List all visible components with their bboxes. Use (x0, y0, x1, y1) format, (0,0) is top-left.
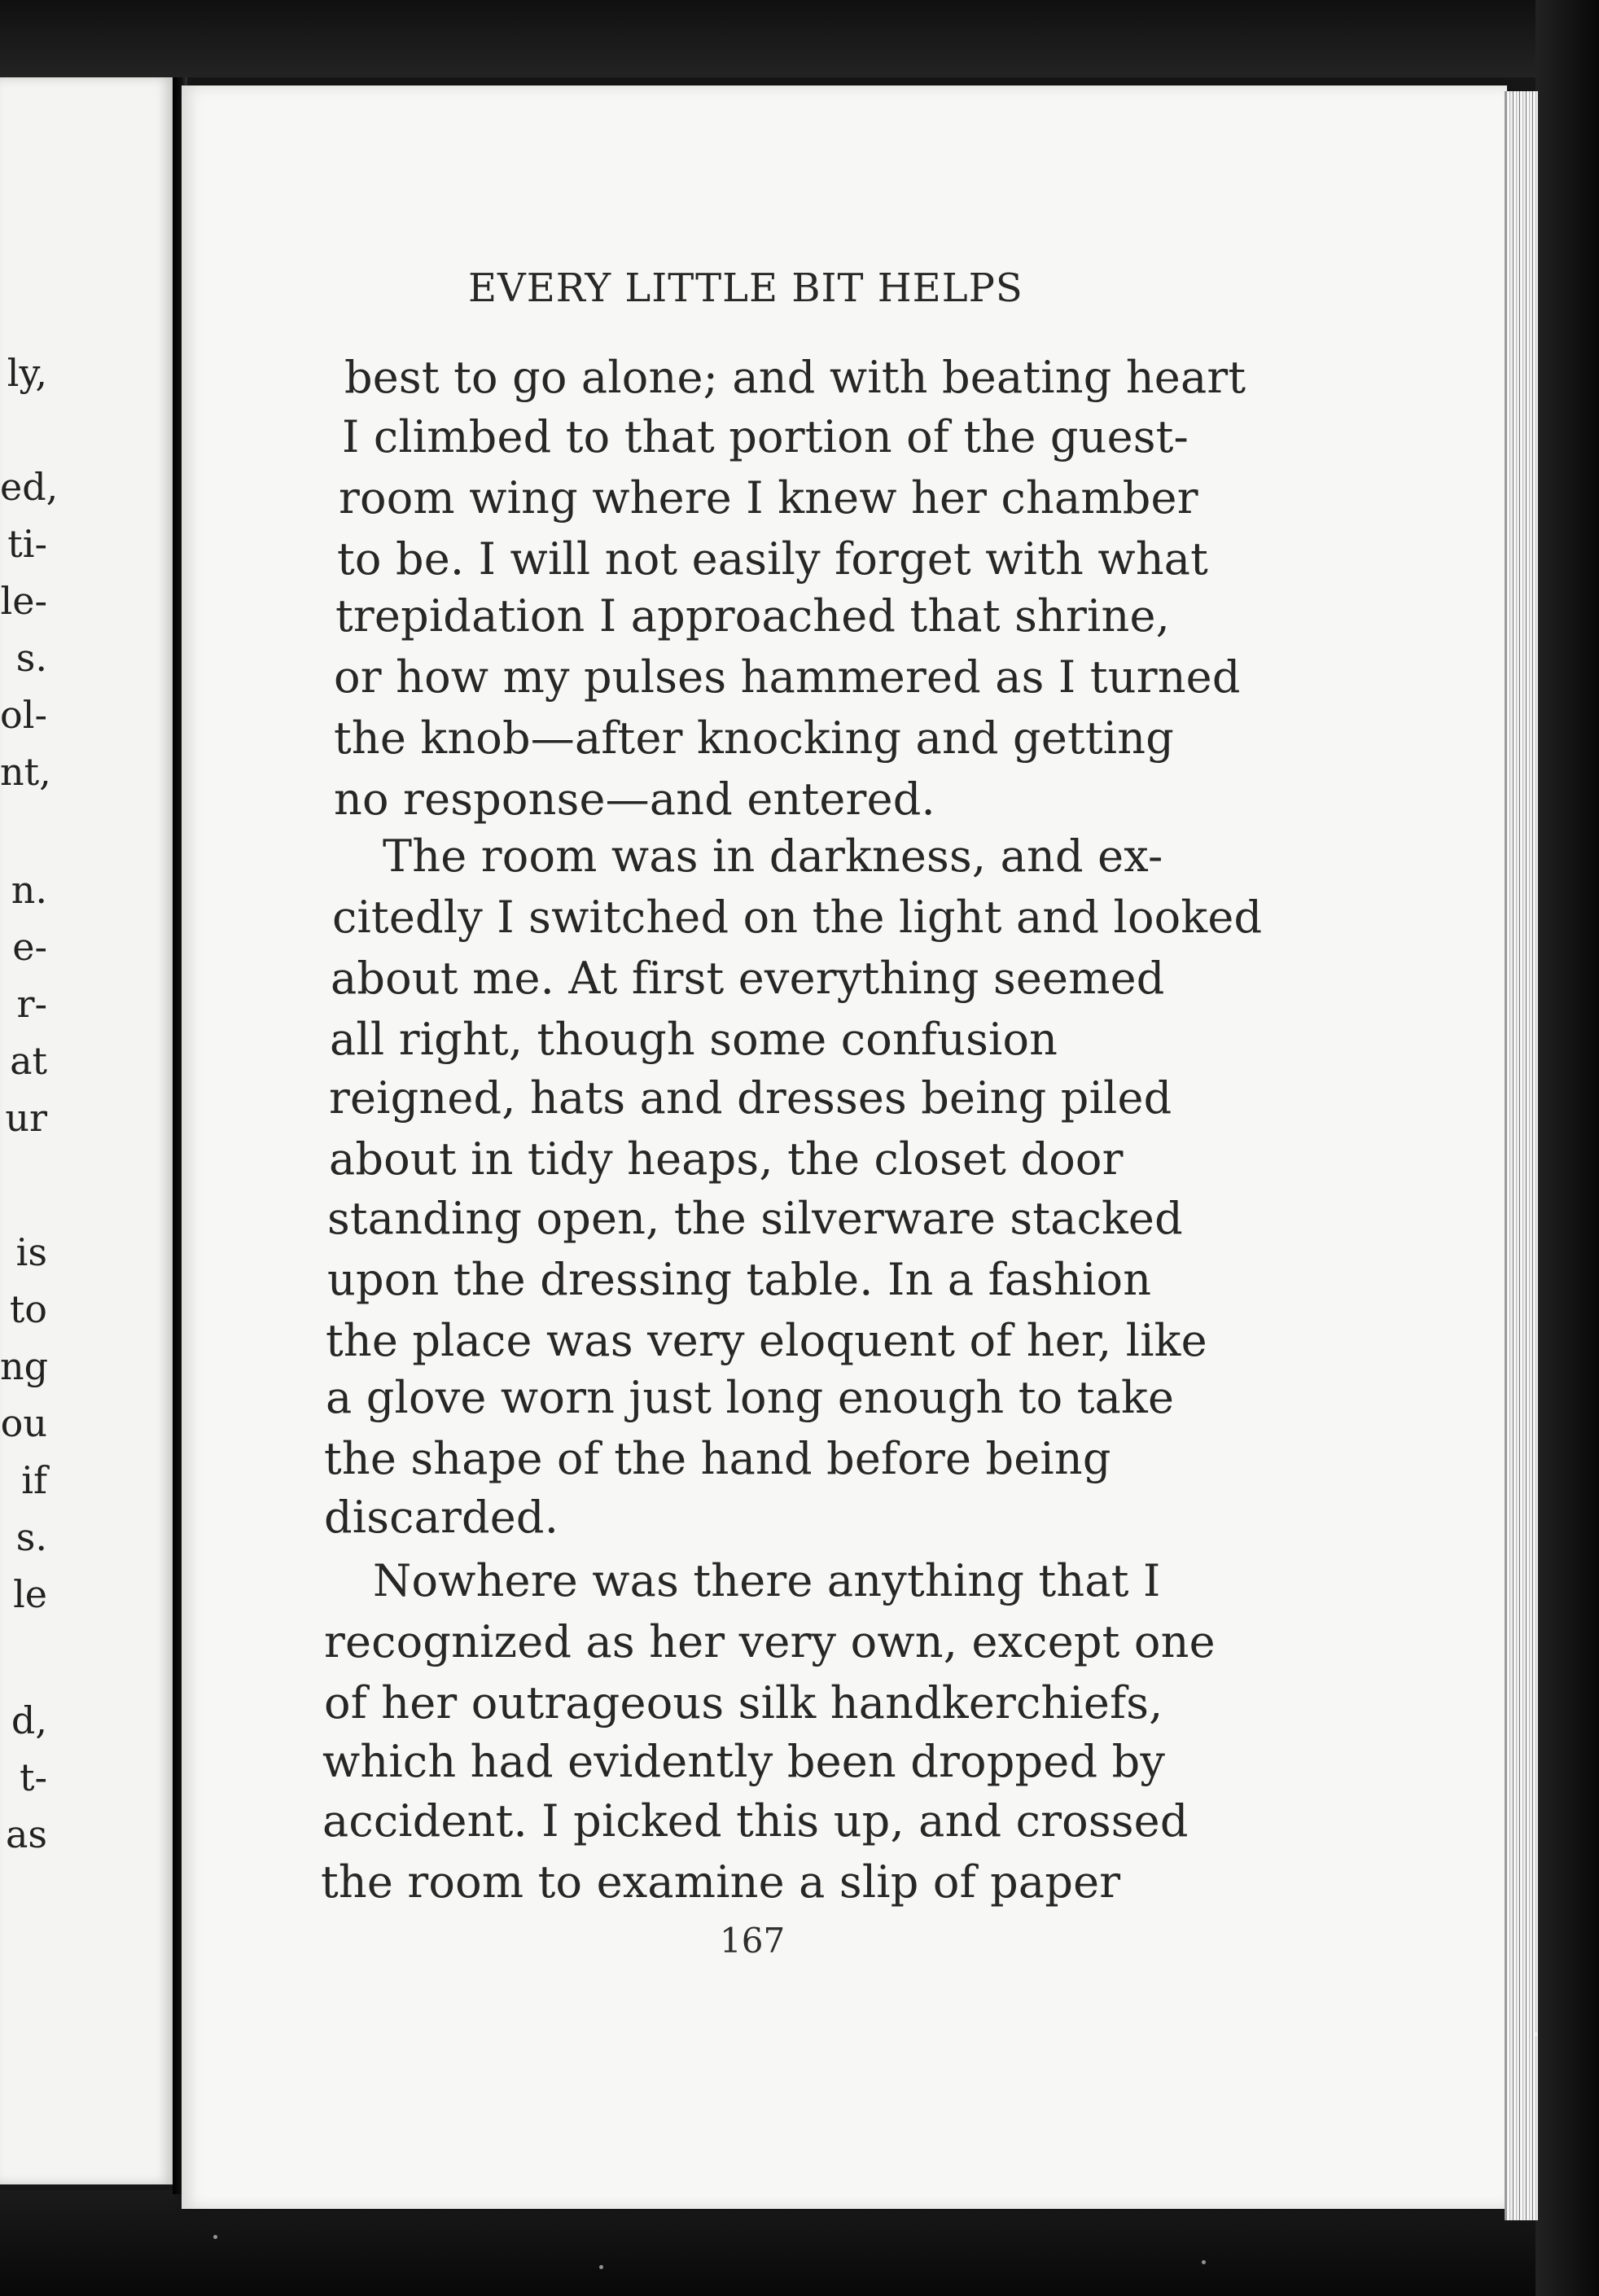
left-page-line-fragment: le (13, 1572, 47, 1616)
left-page-line-fragment: s. (15, 636, 47, 680)
left-page-line-fragment: is (15, 1230, 47, 1274)
scan-speck (1202, 2260, 1206, 2264)
text-line: no response—and entered. (334, 773, 935, 825)
paragraph-first-line: Nowhere was there anything that I (373, 1555, 1161, 1606)
text-line: of her outrageous silk handkerchiefs, (324, 1677, 1163, 1729)
text-line: all right, though some confusion (330, 1014, 1058, 1065)
running-header: EVERY LITTLE BIT HELPS (468, 265, 1023, 311)
text-line: the knob—after knocking and getting (334, 712, 1174, 764)
left-book-page (0, 77, 173, 2184)
scan-speck (599, 2265, 603, 2269)
text-line: room wing where I knew her chamber (339, 472, 1198, 524)
text-line: upon the dressing table. In a fashion (327, 1254, 1152, 1305)
left-page-line-fragment: if (21, 1458, 47, 1502)
text-line: about me. At first everything seemed (331, 953, 1165, 1004)
text-line: reigned, hats and dresses being piled (329, 1072, 1172, 1124)
text-line: which had evidently been dropped by (322, 1736, 1166, 1787)
text-line: the shape of the hand before being (324, 1433, 1111, 1484)
left-page-line-fragment: e- (12, 925, 47, 969)
text-line: about in tidy heaps, the closet door (329, 1133, 1124, 1185)
left-page-line-fragment: r- (16, 982, 47, 1026)
text-line: best to go alone; and with beating heart (344, 352, 1246, 403)
left-page-line-fragment: d, (11, 1698, 47, 1742)
text-line: I climbed to that portion of the guest- (342, 411, 1189, 462)
left-page-line-fragment: le- (0, 579, 47, 623)
left-page-line-fragment: ou (0, 1401, 47, 1445)
left-page-line-fragment: t- (19, 1755, 47, 1799)
scan-speck (1534, 2032, 1538, 2036)
paragraph-first-line: The room was in darkness, and ex- (383, 830, 1163, 882)
left-page-line-fragment: s. (15, 1515, 47, 1559)
left-page-line-fragment: ti- (7, 522, 47, 566)
left-page-line-fragment: as (5, 1812, 47, 1856)
scan-top-border (0, 0, 1599, 77)
left-page-line-fragment: ur (5, 1096, 47, 1140)
left-page-line-fragment: ol- (0, 693, 47, 737)
left-page-line-fragment: at (10, 1039, 47, 1083)
left-page-line-fragment: ed, (0, 465, 59, 509)
text-line: recognized as her very own, except one (324, 1616, 1216, 1667)
text-line: trepidation I approached that shrine, (335, 590, 1170, 642)
text-line: a glove worn just long enough to take (326, 1372, 1175, 1423)
text-line: the place was very eloquent of her, like (326, 1315, 1207, 1366)
page-number: 167 (720, 1921, 786, 1961)
text-line: accident. I picked this up, and crossed (322, 1795, 1189, 1847)
scan-right-border (1535, 0, 1599, 2296)
text-line: standing open, the silverware stacked (327, 1193, 1183, 1244)
scan-speck (213, 2235, 217, 2239)
left-page-line-fragment: ly, (7, 351, 47, 395)
text-line: discarded. (324, 1492, 559, 1543)
left-page-line-fragment: nt, (0, 750, 51, 794)
text-line: or how my pulses hammered as I turned (334, 651, 1241, 703)
left-page-line-fragment: ng (0, 1344, 49, 1388)
text-line: to be. I will not easily forget with what (337, 533, 1209, 585)
text-line: the room to examine a slip of paper (321, 1856, 1121, 1908)
text-line: citedly I switched on the light and looked (332, 892, 1263, 943)
page-edge-stack (1505, 91, 1538, 2220)
left-page-line-fragment: n. (11, 868, 47, 912)
left-page-line-fragment: to (9, 1287, 47, 1331)
